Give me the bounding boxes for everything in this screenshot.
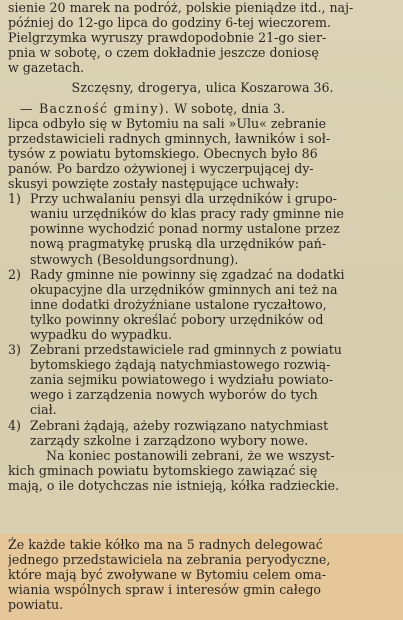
article-intro <box>8 101 397 192</box>
article-first-line <box>8 101 397 116</box>
text-line: waniu urzędników do klas pracy rady gminne nie <box>30 206 345 222</box>
text-line: powinne wychodzić ponad normy ustalone przez <box>30 221 340 237</box>
text-line: przedstawicieli radnych gminnych, ławników i soł- <box>8 130 331 146</box>
text-line: które mają być zwoływane w Bytomiu celem oma- <box>8 567 326 583</box>
text-line: Przy uchwalaniu pensyi dla urzędników i grupo- <box>30 191 337 207</box>
closing-paragraph <box>8 448 397 493</box>
text-line: panów. Po bardzo ożywionej i wyczerpującej dy- <box>8 160 314 176</box>
text-line: powiatu. <box>8 597 64 613</box>
text-line: bytomskiego żądają natychmiastowego rozwią- <box>30 357 331 373</box>
resolution-item <box>8 267 397 342</box>
text-line: zarządy szkolne i zarządzono wybory nowe. <box>30 432 309 448</box>
text-line: zania sejmiku powiatowego i wydziału powiato- <box>30 372 334 388</box>
text-line: Pielgrzymka wyruszy prawdopodobnie 21-go sier- <box>8 30 327 46</box>
text-line: jednego przedstawiciela na zebrania peryodyczne, <box>8 552 331 568</box>
signature-line <box>8 80 397 95</box>
text-line: nową pragmatykę pruską dla urzędników pań- <box>30 236 327 252</box>
text-line: Na koniec postanowili zebrani, że we wszyst- <box>46 447 335 463</box>
item-number: 4) <box>8 417 21 433</box>
text-line: mają, o ile dotychczas nie istnieją, kółka radzieckie. <box>8 477 340 493</box>
text-line: lipca odbyło się w Bytomiu na sali »Ulu« zebranie <box>8 115 327 131</box>
text-line: wego i zarządzenia nowych wyborów do tych <box>30 387 318 403</box>
text-line: Że każde takie kółko ma na 5 radnych delegować <box>8 537 323 552</box>
text-line: tylko powinny określać pobory urzędników od <box>30 311 324 327</box>
text-line: okupacyjne dla urzędników gminnych ani też na <box>30 281 338 297</box>
text-line: wypadku do wypadku. <box>30 326 173 342</box>
text-line: w gazetach. <box>8 60 85 76</box>
article-title: — Baczność gminy). <box>20 100 171 116</box>
signature-name: Szczęsny, drogerya, <box>71 80 202 96</box>
text-line: pnia w sobotę, o czem dokładnie jeszcze doniosę <box>8 45 319 61</box>
text-line: wiania wspólnych spraw i interesów gmin całego <box>8 582 321 598</box>
text-line: później do 12-go lipca do godziny 6-tej wieczorem. <box>8 15 331 31</box>
item-number: 1) <box>8 191 21 207</box>
text-line: tysów z powiatu bytomskiego. Obecnych było 86 <box>8 145 318 161</box>
text-line: W sobotę, dnia 3. <box>174 100 285 116</box>
text-line: ciał. <box>30 402 57 418</box>
top-paragraph <box>8 0 397 75</box>
text-line: kich gminach powiatu bytomskiego zawiązać się <box>8 462 318 478</box>
resolution-list <box>8 191 397 448</box>
text-line: inne dodatki drożyźniane ustalone ryczałtowo, <box>30 296 327 312</box>
item-number: 3) <box>8 342 21 358</box>
item-number: 2) <box>8 266 21 282</box>
text-line: skusyi powzięte zostały następujące uchwały: <box>8 176 300 192</box>
text-line: Zebrani przedstawiciele rad gminnych z powiatu <box>30 342 342 358</box>
text-line: stwowych (Besoldungsordnung). <box>30 251 239 267</box>
text-line: Rady gminne nie powinny się zgadzać na dodatki <box>30 266 345 282</box>
text-line: sienie 20 marek na podróż, polskie pieniądze itd., naj- <box>8 0 354 15</box>
resolution-item <box>8 191 397 266</box>
text-line: Zebrani żądają, ażeby rozwiązano natychmiast <box>30 417 329 433</box>
signature-address: ulica Koszarowa 36. <box>205 80 334 96</box>
highlighted-paragraph <box>8 537 397 612</box>
resolution-item <box>8 342 397 417</box>
resolution-item <box>8 418 397 448</box>
